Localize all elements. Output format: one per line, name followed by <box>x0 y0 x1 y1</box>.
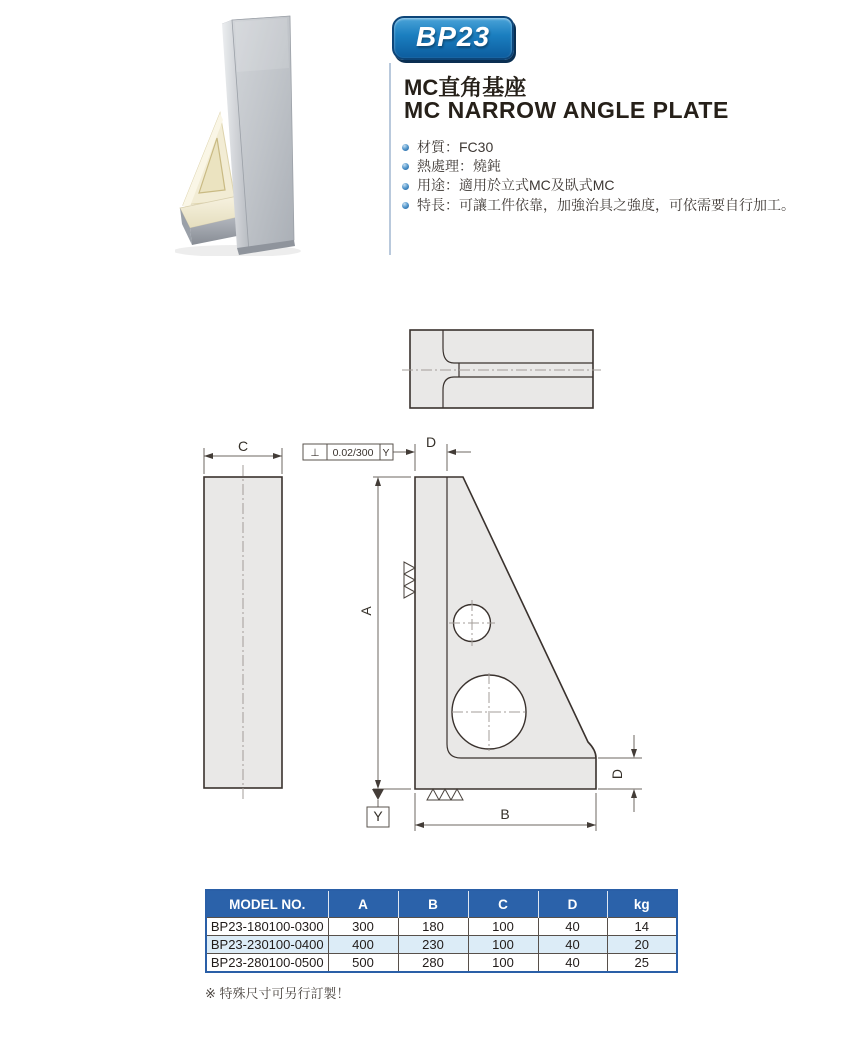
table-cell: 100 <box>468 954 538 973</box>
table-header-cell: kg <box>607 890 677 918</box>
spec-item <box>402 176 795 195</box>
spec-item-text: 熱處理：燒鈍 <box>417 158 501 175</box>
page-title-en: MC NARROW ANGLE PLATE <box>404 97 729 123</box>
table-cell: 300 <box>328 918 398 936</box>
dimension-label-c: C <box>237 438 249 454</box>
table-row <box>206 918 677 936</box>
spec-item <box>402 196 795 215</box>
spec-item-text: 用途：適用於立式MC及臥式MC <box>417 177 615 194</box>
surface-finish-marks-left <box>404 562 415 598</box>
bullet-icon <box>402 183 409 190</box>
product-photo <box>175 8 310 256</box>
bullet-icon <box>402 144 409 151</box>
dimension-label-b: B <box>500 806 510 822</box>
bullet-icon <box>402 163 409 170</box>
tolerance-value: 0.02/300 <box>332 447 374 459</box>
header-divider <box>389 63 391 255</box>
datum-label: Y <box>373 808 383 824</box>
table-cell: 400 <box>328 936 398 954</box>
table-cell: 100 <box>468 936 538 954</box>
spec-table <box>205 889 678 973</box>
datum-target-symbol <box>367 789 389 827</box>
tolerance-frame <box>303 444 393 460</box>
table-header-row <box>206 890 677 918</box>
table-header-cell: A <box>328 890 398 918</box>
table-header-cell: C <box>468 890 538 918</box>
top-view-drawing <box>402 330 601 408</box>
bullet-icon <box>402 202 409 209</box>
table-row <box>206 936 677 954</box>
table-cell: 230 <box>398 936 468 954</box>
table-cell: 280 <box>398 954 468 973</box>
dimension-label-d-top: D <box>425 434 437 450</box>
dimension-label-d-right: D <box>609 768 625 780</box>
dimension-label-a: A <box>358 606 374 616</box>
table-cell: 500 <box>328 954 398 973</box>
product-code: BP23 <box>415 21 491 52</box>
spec-list <box>402 138 795 215</box>
footnote: ※ 特殊尺寸可另行訂製！ <box>205 986 350 1001</box>
front-view-drawing <box>303 434 642 831</box>
table-body <box>206 918 677 973</box>
product-code-badge <box>392 16 514 60</box>
table-cell: 40 <box>538 918 607 936</box>
photo-gusset <box>183 113 235 209</box>
spec-item <box>402 157 795 176</box>
table-cell: 20 <box>607 936 677 954</box>
technical-drawing <box>175 295 705 875</box>
perpendicularity-symbol: ⊥ <box>310 447 320 459</box>
table-cell: 40 <box>538 936 607 954</box>
table-cell: BP23-180100-0300 <box>206 918 328 936</box>
table-cell: 14 <box>607 918 677 936</box>
table-cell: 180 <box>398 918 468 936</box>
table-header-cell: B <box>398 890 468 918</box>
table-header-cell: D <box>538 890 607 918</box>
table-row <box>206 954 677 973</box>
table-cell: BP23-230100-0400 <box>206 936 328 954</box>
side-view-drawing <box>204 438 282 800</box>
surface-finish-marks-bottom <box>427 789 463 800</box>
table-header-cell: MODEL NO. <box>206 890 328 918</box>
spec-item-text: 特長：可讓工件依靠，加強治具之強度，可依需要自行加工。 <box>417 196 795 213</box>
table-cell: 100 <box>468 918 538 936</box>
spec-item <box>402 138 795 157</box>
tolerance-datum: Y <box>382 447 390 459</box>
table-cell: 40 <box>538 954 607 973</box>
spec-item-text: 材質：FC30 <box>417 139 494 155</box>
page-title-zh: MC直角基座 <box>404 75 527 100</box>
table-cell: 25 <box>607 954 677 973</box>
table-cell: BP23-280100-0500 <box>206 954 328 973</box>
